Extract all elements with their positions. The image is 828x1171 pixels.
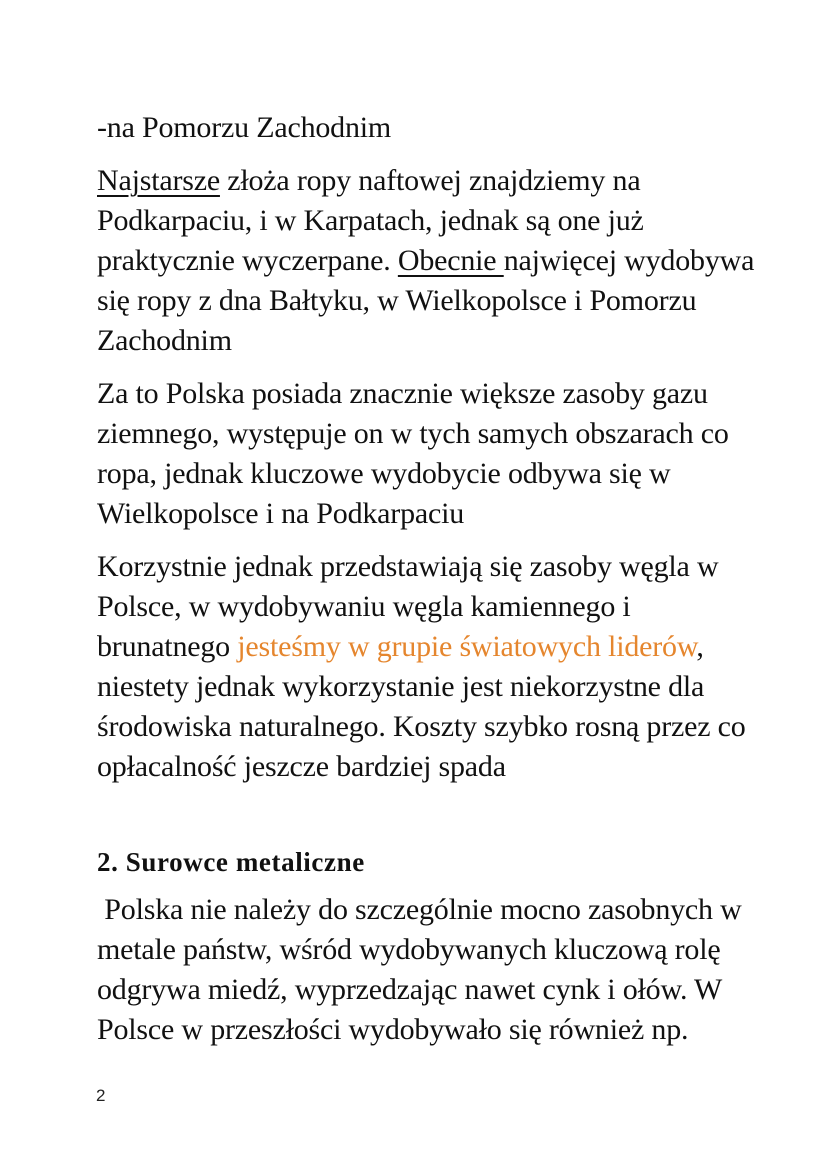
text-segment: najwięcej wydobywa	[503, 244, 755, 277]
text-segment: opłacalność jeszcze bardziej spada	[97, 750, 506, 783]
paragraph	[97, 161, 787, 361]
paragraph	[97, 890, 787, 1050]
text-segment: brunatnego	[97, 630, 238, 663]
text-line	[97, 747, 787, 787]
text-line	[97, 454, 787, 494]
text-segment: Korzystnie jednak przedstawiają się zasoby węgla w	[97, 550, 719, 583]
text-segment: 2. Surowce metaliczne	[97, 847, 365, 877]
text-line	[97, 890, 787, 930]
text-segment: ropa, jednak kluczowe wydobycie odbywa się w	[97, 457, 671, 490]
text-segment: Polsce w przeszłości wydobywało się również np.	[97, 1013, 689, 1046]
text-segment: metale państw, wśród wydobywanych kluczową rolę	[97, 933, 721, 966]
underlined-text: Obecnie	[397, 244, 504, 277]
text-segment: praktycznie wyczerpane.	[97, 244, 398, 277]
text-segment: złoża ropy naftowej znajdziemy na	[219, 164, 641, 197]
text-segment: się ropy z dna Bałtyku, w Wielkopolsce i Pomorzu	[97, 284, 697, 317]
text-line	[97, 494, 787, 534]
text-line	[97, 970, 787, 1010]
text-segment: Za to Polska posiada znacznie większe zasoby gazu	[97, 377, 708, 410]
text-line	[97, 930, 787, 970]
text-segment: Polsce, w wydobywaniu węgla kamiennego i	[97, 590, 631, 623]
document-body	[97, 108, 787, 1063]
underlined-text: Najstarsze	[97, 164, 220, 197]
text-segment: Podkarpaciu, i w Karpatach, jednak są one już	[97, 204, 644, 237]
highlighted-text: jesteśmy w grupie światowych liderów	[237, 630, 697, 663]
text-segment: ziemnego, występuje on w tych samych obszarach co	[97, 417, 729, 450]
text-line	[97, 321, 787, 361]
text-segment: środowiska naturalnego. Koszty szybko rosną przez co	[97, 710, 746, 743]
text-segment: Zachodnim	[97, 324, 232, 357]
text-segment: Wielkopolsce i na Podkarpaciu	[97, 497, 465, 530]
text-line	[97, 374, 787, 414]
text-segment: Polska nie należy do szczególnie mocno zasobnych w	[97, 893, 742, 926]
page-number: 2	[96, 1086, 106, 1105]
text-line	[97, 1010, 787, 1050]
text-line	[97, 547, 787, 587]
text-line	[97, 161, 787, 201]
text-line	[97, 627, 787, 667]
text-segment: niestety jednak wykorzystanie jest niekorzystne dla	[97, 670, 705, 703]
text-line	[97, 414, 787, 454]
text-line	[97, 587, 787, 627]
text-line	[97, 667, 787, 707]
text-line	[97, 108, 787, 148]
text-line	[97, 201, 787, 241]
paragraph	[97, 547, 787, 787]
paragraph	[97, 108, 787, 148]
text-segment: ,	[696, 630, 704, 663]
text-line	[97, 707, 787, 747]
text-line	[97, 842, 787, 882]
text-line	[97, 241, 787, 281]
section-heading	[97, 842, 787, 882]
text-segment: -na Pomorzu Zachodnim	[97, 111, 392, 144]
paragraph	[97, 374, 787, 534]
text-segment: odgrywa miedź, wyprzedzając nawet cynk i ołów. W	[97, 973, 723, 1006]
text-line	[97, 281, 787, 321]
